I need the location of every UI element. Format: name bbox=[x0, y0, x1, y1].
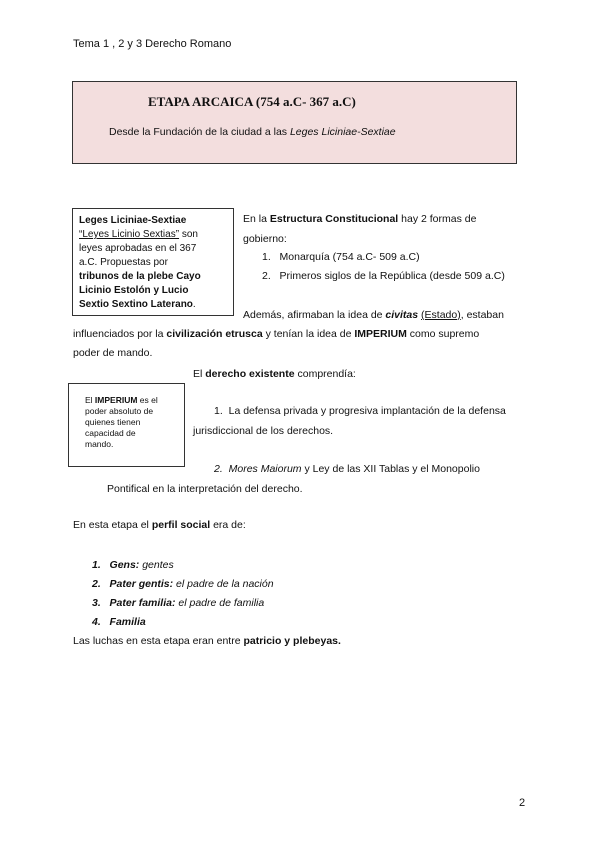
list-item: 2. Primeros siglos de la República (desde 509 a.C) bbox=[262, 270, 505, 282]
sidebox-text: tribunos de la plebe Cayo bbox=[79, 271, 201, 282]
section-title: ETAPA ARCAICA (754 a.C- 367 a.C) bbox=[148, 94, 356, 109]
sidebox-text: a.C. Propuestas por bbox=[79, 257, 168, 268]
page-number: 2 bbox=[519, 797, 526, 809]
subtitle-text: Desde la Fundación de la ciudad a las bbox=[109, 126, 290, 138]
derecho-item-1: 1. La defensa privada y progresiva implantación de la defensa bbox=[214, 405, 506, 417]
sidebox2-text: mando. bbox=[85, 439, 114, 449]
sidebox2-text: El bbox=[85, 395, 95, 405]
para-etrusca-l2: poder de mando. bbox=[73, 347, 153, 359]
sidebox2-bold: IMPERIUM bbox=[94, 395, 138, 405]
sidebox2-text: capacidad de bbox=[85, 428, 136, 438]
sidebox-text: . bbox=[192, 299, 196, 310]
social-item: 1. Gens: gentes bbox=[92, 559, 174, 571]
sidebox-text: Sextio Sextino Laterano bbox=[79, 299, 193, 310]
sidebox2-text: poder absoluto de bbox=[85, 406, 154, 416]
para-etrusca: influenciados por la civilización etrusca y tenían la idea de IMPERIUM como supremo bbox=[73, 328, 480, 340]
social-item: 3. Pater familia: el padre de familia bbox=[92, 597, 265, 609]
para-luchas: Las luchas en esta etapa eran entre patricio y plebeyas. bbox=[73, 635, 341, 647]
derecho-item-2-l2: Pontifical en la interpretación del derecho. bbox=[107, 483, 303, 495]
sidebox2-text: es el bbox=[137, 395, 158, 405]
sidebox2-text: quienes tienen bbox=[85, 417, 141, 427]
para-constitucional: En la Estructura Constitucional hay 2 formas de bbox=[243, 213, 477, 225]
list-item: 1. Monarquía (754 a.C- 509 a.C) bbox=[262, 251, 420, 263]
derecho-item-1-l2: jurisdiccional de los derechos. bbox=[193, 425, 334, 437]
sidebox-heading: Leges Liciniae-Sextiae bbox=[79, 215, 187, 226]
para-derecho: El derecho existente comprendía: bbox=[193, 368, 356, 380]
social-item: 2. Pater gentis: el padre de la nación bbox=[92, 578, 274, 590]
imperium-sidebox bbox=[68, 383, 185, 467]
sidebox-text: son bbox=[179, 229, 198, 240]
leges-sidebox bbox=[72, 208, 234, 316]
para-constitucional-l2: gobierno: bbox=[243, 233, 287, 245]
subtitle-italic: Leges Liciniae-Sextiae bbox=[289, 126, 396, 138]
page-header: Tema 1 , 2 y 3 Derecho Romano bbox=[73, 38, 232, 50]
para-civitas: Además, afirmaban la idea de civitas (Estado), estaban bbox=[243, 309, 504, 321]
para-perfil: En esta etapa el perfil social era de: bbox=[73, 519, 246, 531]
sidebox-quote: “Leyes Licinio Sextias” bbox=[79, 229, 180, 240]
section-subtitle bbox=[109, 126, 396, 138]
title-box bbox=[72, 81, 517, 164]
social-item: 4. Familia bbox=[92, 616, 146, 628]
sidebox-text: leyes aprobadas en el 367 bbox=[79, 243, 197, 254]
sidebox-text: Licinio Estolón y Lucio bbox=[79, 285, 189, 296]
derecho-item-2: 2. Mores Maiorum y Ley de las XII Tablas y el Monopolio bbox=[214, 463, 480, 475]
